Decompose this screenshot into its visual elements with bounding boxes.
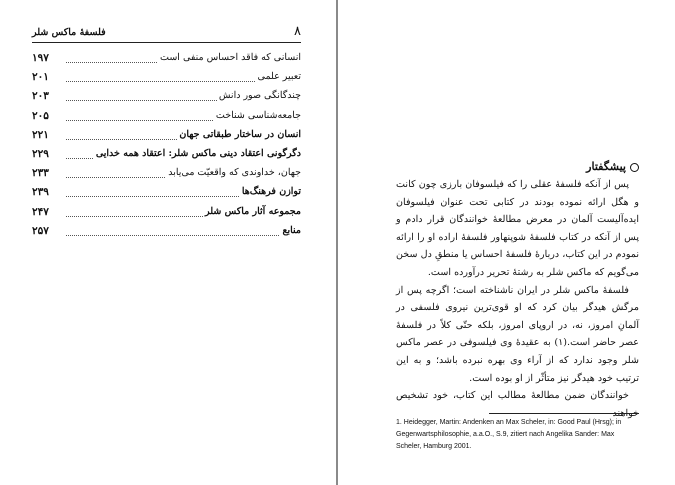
section-heading [586,160,639,173]
footnote-rule [489,413,639,414]
toc-entry [32,223,301,242]
toc-entry [32,204,301,223]
toc-page-number: ۲۰۳ [32,90,49,103]
toc-page-number: ۲۳۹ [32,186,49,199]
toc-page-number: ۲۰۵ [32,109,49,122]
left-page [0,0,337,485]
page-number: ۸ [294,24,301,39]
toc-entry-label: تعبیر علمی [257,71,301,83]
toc-entry-label: منابع [282,224,301,236]
page-header [32,26,301,40]
circle-bullet-icon [630,163,639,172]
toc-entry-label: جامعه‌شناسی شناخت [215,109,301,121]
toc-page-number: ۲۲۹ [32,147,49,160]
toc-entry-label: انسانی که فاقد احساس منفی است [160,52,301,63]
section-title: پیشگفتار [586,160,626,173]
toc-entry-label: انسان در ساختار طبقاتی جهان [179,128,301,140]
toc-entry-label: جهان، خداوندی که واقعیّت می‌یابد [168,167,301,179]
toc-entry [32,165,301,184]
toc-entry [32,69,301,88]
footnote: 1. Heidegger, Martin: Andenken an Max Scheler, in: Good Paul (Hrsg); in Gegenwartsphilosophie, a.a.O., S.9, zitiert nach Angelika Sander: Max Scheler, Hamburg 2001. [396,419,622,450]
paragraph: پس از آنکه فلسفهٔ عقلی را که فیلسوفان بارزی چون کانت و هگل ارائه نموده بودند در کتابی تحت عنوان فیلسوفان ایده‌آلیست آلمان در معرض مطالعهٔ خوانندگان قرار دادم و پس از آنکه در کتاب فلسفهٔ شوپنهاور فلسفهٔ اراده او را ارائه نمودم در این کتاب، دربارهٔ فلسفهٔ احساس یا منطقِ دل سخن می‌گویم که ماکس شلر به رشتهٔ تحریر درآورده است. [396,179,639,278]
toc-page-number: ۲۴۷ [32,205,49,218]
toc-entry-label: مجموعه آثار ماکس شلر [204,205,301,217]
toc-entry-label: توازن فرهنگ‌ها [241,186,301,198]
toc-entry-label: چندگانگی صور دانش [218,90,301,102]
running-title: فلسفهٔ ماکس شلر [32,27,106,38]
paragraph: فلسفهٔ ماکس شلر در ایران ناشناخته است؛ اگرچه پس از مرگش هیدگر بیان کرد که او قوی‌ترین نیروی فلسفی در آلمانِ امروز، نه، در اروپای امروز، بلکه حتّی کلاً در فلسفهٔ عصر حاضر است.(۱) به عقیدهٔ وی فیلسوفی در عصر ماکس شلر وجود ندارد که از آراء وی بهره نبرده باشد؛ و به این ترتیب خود هیدگر نیز متأثّر از او بوده است. [396,284,639,384]
toc-page-number: ۲۵۷ [32,224,49,237]
preface-body [396,176,639,422]
toc-entry [32,88,301,107]
toc-entry [32,146,301,165]
toc-entry [32,50,301,69]
toc-entry [32,184,301,203]
toc-page-number: ۲۳۳ [32,167,49,180]
right-page [338,0,675,485]
toc-page-number: ۱۹۷ [32,52,49,64]
toc-page-number: ۲۲۱ [32,128,49,141]
toc-entry [32,108,301,127]
toc-entry-label: دگرگونی اعتقاد دینی ماکس شلر: اعتقاد همه خدایی [95,147,301,159]
toc-page-number: ۲۰۱ [32,71,49,84]
header-rule [32,42,301,43]
table-of-contents [32,50,301,242]
toc-entry [32,127,301,146]
dot-leader [66,235,301,236]
paragraph: خوانندگان ضمن مطالعهٔ مطالب این کتاب، خود تشخیص خواهند [396,390,639,419]
